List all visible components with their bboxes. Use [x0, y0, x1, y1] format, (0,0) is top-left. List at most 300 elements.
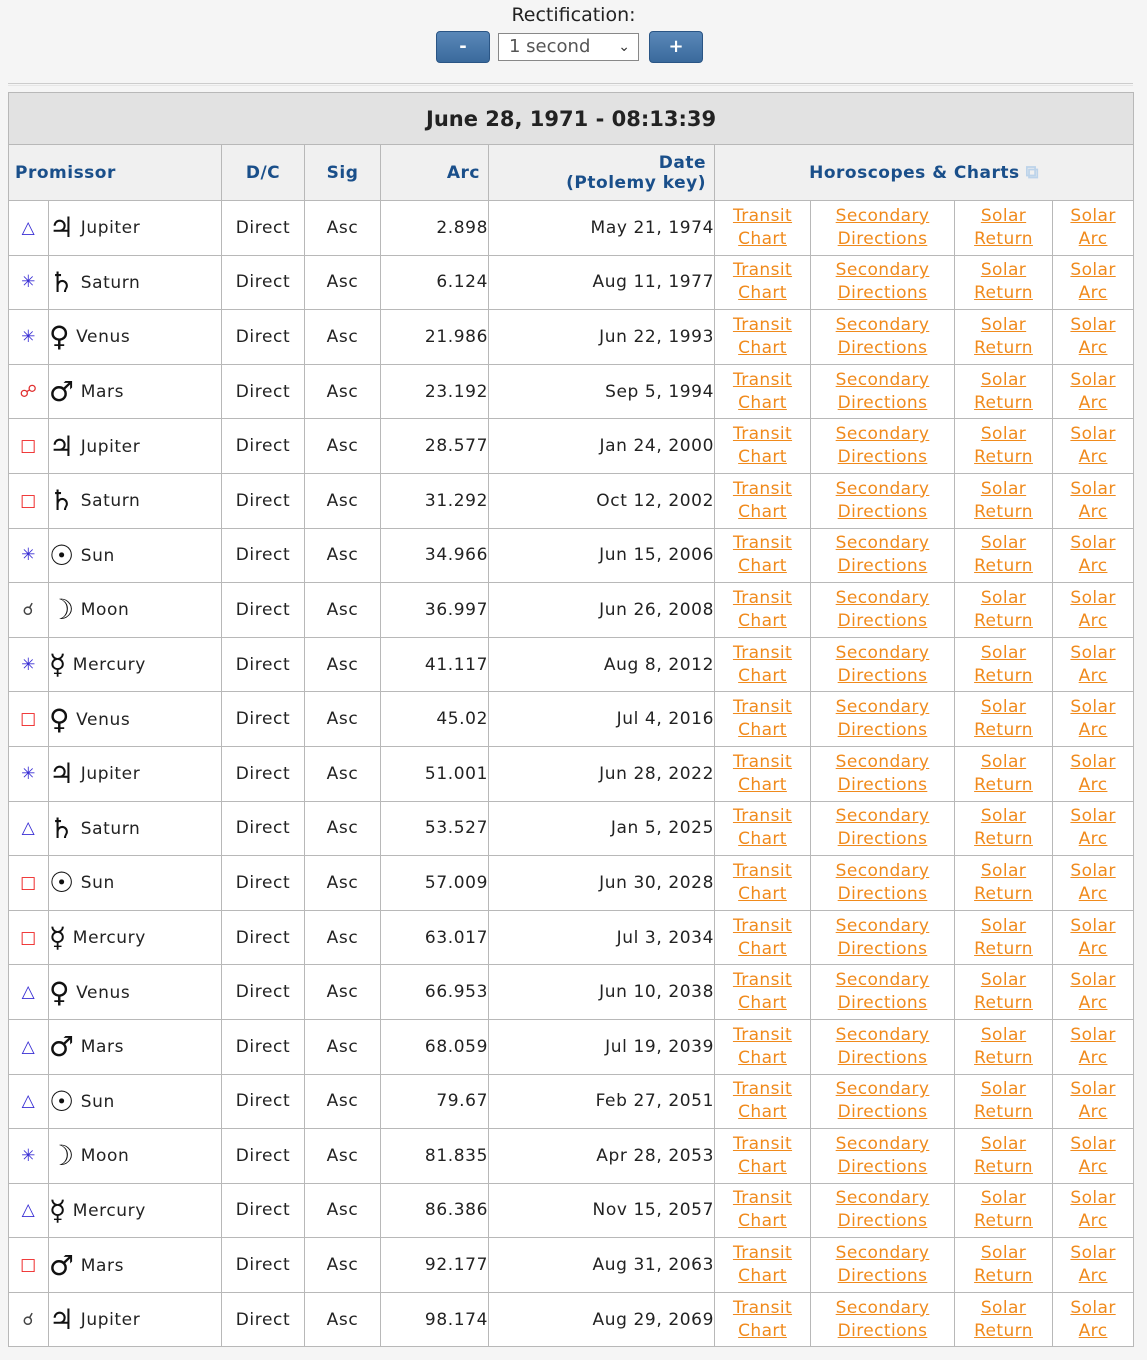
date-cell: Jul 3, 2034 — [489, 910, 715, 965]
transit-chart-cell — [715, 255, 811, 310]
sig-cell: Asc — [305, 364, 381, 419]
dc-cell: Direct — [222, 1019, 305, 1074]
date-cell: Jul 4, 2016 — [489, 692, 715, 747]
secondary-directions-cell — [811, 746, 955, 801]
solar-return-link[interactable]: Solar Return — [974, 1188, 1033, 1232]
solar-return-link[interactable]: Solar Return — [974, 642, 1033, 686]
secondary-directions-cell — [811, 637, 955, 692]
transit-chart-cell — [715, 801, 811, 856]
solar-arc-link[interactable]: Solar Arc — [1070, 1133, 1116, 1177]
table-row — [9, 910, 1134, 965]
dc-cell: Direct — [222, 310, 305, 365]
aspect-square-icon: □ — [9, 473, 49, 528]
solar-arc-link[interactable]: Solar Arc — [1070, 697, 1116, 741]
solar-return-cell — [955, 910, 1053, 965]
transit-chart-link[interactable]: Transit Chart — [732, 260, 793, 304]
arc-cell: 41.117 — [381, 637, 489, 692]
solar-arc-link[interactable]: Solar Arc — [1070, 478, 1116, 522]
sig-cell: Asc — [305, 473, 381, 528]
date-cell: Jun 28, 2022 — [489, 746, 715, 801]
sig-cell: Asc — [305, 637, 381, 692]
secondary-directions-link[interactable]: Secondary Directions — [835, 1133, 930, 1177]
sig-cell: Asc — [305, 583, 381, 638]
transit-chart-link[interactable]: Transit Chart — [732, 970, 793, 1014]
promissor-cell — [49, 1238, 222, 1293]
solar-return-link[interactable]: Solar Return — [974, 1133, 1033, 1177]
rectification-controls — [436, 31, 703, 63]
solar-return-link[interactable]: Solar Return — [974, 1079, 1033, 1123]
solar-arc-link[interactable]: Solar Arc — [1070, 314, 1116, 358]
planet-mars-icon: ♂ — [49, 1030, 75, 1064]
solar-arc-link[interactable]: Solar Arc — [1070, 587, 1116, 631]
secondary-directions-link[interactable]: Secondary Directions — [835, 1079, 930, 1123]
solar-arc-link[interactable]: Solar Arc — [1070, 205, 1116, 249]
planet-jupiter-icon: ♃ — [49, 1303, 75, 1337]
solar-return-link[interactable]: Solar Return — [974, 1243, 1033, 1287]
planet-mercury-icon: ☿ — [49, 648, 67, 682]
solar-return-cell — [955, 310, 1053, 365]
table-row — [9, 637, 1134, 692]
secondary-directions-link[interactable]: Secondary Directions — [835, 1297, 930, 1341]
solar-arc-cell — [1053, 1238, 1134, 1293]
solar-arc-cell — [1053, 310, 1134, 365]
date-cell: Aug 8, 2012 — [489, 637, 715, 692]
planet-name: Mars — [80, 1255, 125, 1276]
secondary-directions-link[interactable]: Secondary Directions — [835, 424, 930, 468]
planet-name: Mars — [80, 382, 125, 403]
secondary-directions-link[interactable]: Secondary Directions — [835, 751, 930, 795]
table-row — [9, 364, 1134, 419]
arc-cell: 21.986 — [381, 310, 489, 365]
aspect-conj-icon: ☌ — [9, 1292, 49, 1347]
planet-name: Venus — [76, 709, 131, 730]
secondary-directions-cell — [811, 856, 955, 911]
transit-chart-link[interactable]: Transit Chart — [732, 642, 793, 686]
solar-arc-cell — [1053, 910, 1134, 965]
dc-cell: Direct — [222, 801, 305, 856]
secondary-directions-cell — [811, 364, 955, 419]
solar-return-link[interactable]: Solar Return — [974, 533, 1033, 577]
solar-return-cell — [955, 1074, 1053, 1129]
planet-name: Mercury — [72, 655, 146, 676]
transit-chart-link[interactable]: Transit Chart — [732, 369, 793, 413]
solar-arc-link[interactable]: Solar Arc — [1070, 369, 1116, 413]
promissor-cell — [49, 692, 222, 747]
transit-chart-link[interactable]: Transit Chart — [732, 751, 793, 795]
dc-cell: Direct — [222, 965, 305, 1020]
transit-chart-cell — [715, 1292, 811, 1347]
table-row — [9, 1183, 1134, 1238]
solar-return-cell — [955, 801, 1053, 856]
arc-cell: 68.059 — [381, 1019, 489, 1074]
solar-return-cell — [955, 965, 1053, 1020]
date-cell: Aug 11, 1977 — [489, 255, 715, 310]
aspect-sextile-icon: ✳ — [9, 637, 49, 692]
secondary-directions-cell — [811, 528, 955, 583]
arc-cell: 92.177 — [381, 1238, 489, 1293]
transit-chart-link[interactable]: Transit Chart — [732, 806, 793, 850]
date-cell: Feb 27, 2051 — [489, 1074, 715, 1129]
table-row — [9, 528, 1134, 583]
dc-cell: Direct — [222, 746, 305, 801]
solar-arc-cell — [1053, 637, 1134, 692]
dc-cell: Direct — [222, 255, 305, 310]
transit-chart-cell — [715, 692, 811, 747]
solar-return-link[interactable]: Solar Return — [974, 751, 1033, 795]
chevron-down-icon: ⌄ — [618, 39, 630, 55]
transit-chart-link[interactable]: Transit Chart — [732, 533, 793, 577]
transit-chart-cell — [715, 419, 811, 474]
transit-chart-cell — [715, 1019, 811, 1074]
header-date-line1: Date — [658, 152, 706, 173]
secondary-directions-cell — [811, 801, 955, 856]
solar-return-cell — [955, 473, 1053, 528]
secondary-directions-cell — [811, 583, 955, 638]
solar-arc-link[interactable]: Solar Arc — [1070, 1024, 1116, 1068]
secondary-directions-link[interactable]: Secondary Directions — [835, 478, 930, 522]
solar-arc-link[interactable]: Solar Arc — [1070, 424, 1116, 468]
date-cell: Jan 5, 2025 — [489, 801, 715, 856]
arc-cell: 31.292 — [381, 473, 489, 528]
planet-name: Jupiter — [80, 436, 141, 457]
transit-chart-cell — [715, 1183, 811, 1238]
aspect-trine-icon: △ — [9, 1074, 49, 1129]
promissor-cell — [49, 1183, 222, 1238]
transit-chart-link[interactable]: Transit Chart — [732, 915, 793, 959]
date-cell: Aug 31, 2063 — [489, 1238, 715, 1293]
secondary-directions-cell — [811, 1019, 955, 1074]
planet-name: Venus — [76, 327, 131, 348]
secondary-directions-link[interactable]: Secondary Directions — [835, 642, 930, 686]
table-row — [9, 965, 1134, 1020]
transit-chart-cell — [715, 910, 811, 965]
promissor-cell — [49, 910, 222, 965]
sig-cell: Asc — [305, 201, 381, 256]
promissor-cell — [49, 364, 222, 419]
transit-chart-link[interactable]: Transit Chart — [732, 424, 793, 468]
solar-arc-cell — [1053, 364, 1134, 419]
planet-name: Mercury — [72, 928, 146, 949]
solar-arc-cell — [1053, 1292, 1134, 1347]
solar-arc-link[interactable]: Solar Arc — [1070, 1243, 1116, 1287]
solar-return-link[interactable]: Solar Return — [974, 1024, 1033, 1068]
solar-return-link[interactable]: Solar Return — [974, 369, 1033, 413]
secondary-directions-link[interactable]: Secondary Directions — [835, 970, 930, 1014]
arc-cell: 34.966 — [381, 528, 489, 583]
date-cell: Jun 22, 1993 — [489, 310, 715, 365]
solar-return-link[interactable]: Solar Return — [974, 424, 1033, 468]
planet-sun-icon: ☉ — [49, 866, 75, 900]
planet-name: Saturn — [80, 272, 141, 293]
sig-cell: Asc — [305, 965, 381, 1020]
solar-arc-link[interactable]: Solar Arc — [1070, 260, 1116, 304]
sig-cell: Asc — [305, 746, 381, 801]
arc-cell: 53.527 — [381, 801, 489, 856]
transit-chart-link[interactable]: Transit Chart — [732, 1243, 793, 1287]
table-row — [9, 692, 1134, 747]
transit-chart-cell — [715, 965, 811, 1020]
promissor-cell — [49, 637, 222, 692]
solar-return-cell — [955, 201, 1053, 256]
minus-button[interactable]: - — [436, 31, 490, 63]
planet-moon-icon: ☽ — [49, 593, 75, 627]
planet-name: Moon — [80, 600, 130, 621]
sig-cell: Asc — [305, 910, 381, 965]
arc-cell: 2.898 — [381, 201, 489, 256]
promissor-cell — [49, 528, 222, 583]
solar-arc-link[interactable]: Solar Arc — [1070, 915, 1116, 959]
transit-chart-cell — [715, 1074, 811, 1129]
secondary-directions-cell — [811, 1183, 955, 1238]
secondary-directions-link[interactable]: Secondary Directions — [835, 697, 930, 741]
solar-arc-cell — [1053, 583, 1134, 638]
arc-cell: 63.017 — [381, 910, 489, 965]
date-cell: Jun 10, 2038 — [489, 965, 715, 1020]
secondary-directions-cell — [811, 310, 955, 365]
arc-cell: 98.174 — [381, 1292, 489, 1347]
secondary-directions-link[interactable]: Secondary Directions — [835, 1188, 930, 1232]
transit-chart-cell — [715, 637, 811, 692]
secondary-directions-cell — [811, 965, 955, 1020]
transit-chart-link[interactable]: Transit Chart — [732, 587, 793, 631]
table-row — [9, 583, 1134, 638]
solar-arc-cell — [1053, 692, 1134, 747]
solar-arc-link[interactable]: Solar Arc — [1070, 860, 1116, 904]
sig-cell: Asc — [305, 1019, 381, 1074]
dc-cell: Direct — [222, 528, 305, 583]
table-row — [9, 255, 1134, 310]
transit-chart-cell — [715, 528, 811, 583]
header-charts-label: Horoscopes & Charts — [809, 163, 1020, 183]
dc-cell: Direct — [222, 910, 305, 965]
table-row — [9, 201, 1134, 256]
secondary-directions-cell — [811, 1292, 955, 1347]
date-cell: Jun 26, 2008 — [489, 583, 715, 638]
arc-cell: 66.953 — [381, 965, 489, 1020]
aspect-square-icon: □ — [9, 856, 49, 911]
header-sig[interactable]: Sig — [305, 145, 381, 201]
date-cell: Aug 29, 2069 — [489, 1292, 715, 1347]
dc-cell: Direct — [222, 692, 305, 747]
sig-cell: Asc — [305, 856, 381, 911]
secondary-directions-link[interactable]: Secondary Directions — [835, 806, 930, 850]
table-row — [9, 856, 1134, 911]
transit-chart-link[interactable]: Transit Chart — [732, 1133, 793, 1177]
secondary-directions-cell — [811, 1238, 955, 1293]
transit-chart-link[interactable]: Transit Chart — [732, 697, 793, 741]
solar-return-cell — [955, 1238, 1053, 1293]
solar-arc-cell — [1053, 856, 1134, 911]
table-row — [9, 801, 1134, 856]
secondary-directions-link[interactable]: Secondary Directions — [835, 314, 930, 358]
transit-chart-link[interactable]: Transit Chart — [732, 314, 793, 358]
planet-jupiter-icon: ♃ — [49, 211, 75, 245]
solar-arc-cell — [1053, 255, 1134, 310]
planet-jupiter-icon: ♃ — [49, 429, 75, 463]
solar-return-link[interactable]: Solar Return — [974, 260, 1033, 304]
planet-name: Jupiter — [80, 218, 141, 239]
transit-chart-link[interactable]: Transit Chart — [732, 1079, 793, 1123]
date-cell: Oct 12, 2002 — [489, 473, 715, 528]
planet-moon-icon: ☽ — [49, 1139, 75, 1173]
solar-arc-cell — [1053, 473, 1134, 528]
table-row — [9, 419, 1134, 474]
planet-mercury-icon: ☿ — [49, 1193, 67, 1227]
sig-cell: Asc — [305, 310, 381, 365]
secondary-directions-cell — [811, 1074, 955, 1129]
solar-return-link[interactable]: Solar Return — [974, 915, 1033, 959]
secondary-directions-link[interactable]: Secondary Directions — [835, 260, 930, 304]
secondary-directions-link[interactable]: Secondary Directions — [835, 369, 930, 413]
solar-return-link[interactable]: Solar Return — [974, 478, 1033, 522]
planet-name: Saturn — [80, 491, 141, 512]
arc-cell: 6.124 — [381, 255, 489, 310]
solar-arc-link[interactable]: Solar Arc — [1070, 1188, 1116, 1232]
solar-arc-cell — [1053, 1019, 1134, 1074]
secondary-directions-cell — [811, 692, 955, 747]
aspect-square-icon: □ — [9, 692, 49, 747]
transit-chart-link[interactable]: Transit Chart — [732, 1297, 793, 1341]
transit-chart-link[interactable]: Transit Chart — [732, 1024, 793, 1068]
solar-return-link[interactable]: Solar Return — [974, 860, 1033, 904]
planet-name: Jupiter — [80, 1310, 141, 1331]
solar-return-link[interactable]: Solar Return — [974, 697, 1033, 741]
date-cell: May 21, 1974 — [489, 201, 715, 256]
transit-chart-link[interactable]: Transit Chart — [732, 478, 793, 522]
planet-name: Mercury — [72, 1200, 146, 1221]
header-promissor[interactable]: Promissor — [9, 145, 222, 201]
sig-cell: Asc — [305, 1074, 381, 1129]
dc-cell: Direct — [222, 1129, 305, 1184]
transit-chart-link[interactable]: Transit Chart — [732, 1188, 793, 1232]
sig-cell: Asc — [305, 801, 381, 856]
secondary-directions-link[interactable]: Secondary Directions — [835, 1243, 930, 1287]
solar-return-cell — [955, 419, 1053, 474]
secondary-directions-link[interactable]: Secondary Directions — [835, 533, 930, 577]
external-link-icon[interactable]: ⧉ — [1025, 162, 1039, 183]
transit-chart-link[interactable]: Transit Chart — [732, 860, 793, 904]
header-date[interactable] — [489, 145, 715, 201]
solar-return-link[interactable]: Solar Return — [974, 806, 1033, 850]
planet-name: Saturn — [80, 818, 141, 839]
solar-return-link[interactable]: Solar Return — [974, 970, 1033, 1014]
sig-cell: Asc — [305, 1292, 381, 1347]
planet-mercury-icon: ☿ — [49, 921, 67, 955]
aspect-trine-icon: △ — [9, 965, 49, 1020]
aspect-sextile-icon: ✳ — [9, 1129, 49, 1184]
promissor-cell — [49, 801, 222, 856]
arc-cell: 57.009 — [381, 856, 489, 911]
solar-arc-link[interactable]: Solar Arc — [1070, 533, 1116, 577]
date-cell: Jun 15, 2006 — [489, 528, 715, 583]
rectification-label: Rectification: — [511, 4, 636, 26]
aspect-trine-icon: △ — [9, 201, 49, 256]
promissor-cell — [49, 310, 222, 365]
secondary-directions-link[interactable]: Secondary Directions — [835, 205, 930, 249]
dc-cell: Direct — [222, 1292, 305, 1347]
aspect-conj-icon: ☌ — [9, 583, 49, 638]
promissor-cell — [49, 583, 222, 638]
planet-venus-icon: ♀ — [49, 975, 71, 1009]
planet-jupiter-icon: ♃ — [49, 757, 75, 791]
plus-button[interactable]: + — [649, 31, 703, 63]
solar-return-link[interactable]: Solar Return — [974, 1297, 1033, 1341]
header-charts — [715, 145, 1134, 201]
promissor-cell — [49, 473, 222, 528]
solar-arc-cell — [1053, 1074, 1134, 1129]
planet-sun-icon: ☉ — [49, 538, 75, 572]
solar-arc-link[interactable]: Solar Arc — [1070, 642, 1116, 686]
solar-arc-link[interactable]: Solar Arc — [1070, 806, 1116, 850]
solar-return-cell — [955, 528, 1053, 583]
solar-arc-cell — [1053, 1183, 1134, 1238]
transit-chart-cell — [715, 583, 811, 638]
planet-venus-icon: ♀ — [49, 320, 71, 354]
planet-name: Mars — [80, 1037, 125, 1058]
planet-mars-icon: ♂ — [49, 375, 75, 409]
dc-cell: Direct — [222, 473, 305, 528]
aspect-opp-icon: ☍ — [9, 364, 49, 419]
aspect-trine-icon: △ — [9, 1019, 49, 1074]
dc-cell: Direct — [222, 1238, 305, 1293]
transit-chart-link[interactable]: Transit Chart — [732, 205, 793, 249]
secondary-directions-cell — [811, 201, 955, 256]
transit-chart-cell — [715, 1129, 811, 1184]
header-arc[interactable]: Arc — [381, 145, 489, 201]
step-select[interactable] — [498, 33, 639, 61]
solar-arc-link[interactable]: Solar Arc — [1070, 1079, 1116, 1123]
aspect-trine-icon: △ — [9, 801, 49, 856]
solar-return-cell — [955, 1292, 1053, 1347]
solar-return-link[interactable]: Solar Return — [974, 587, 1033, 631]
secondary-directions-link[interactable]: Secondary Directions — [835, 1024, 930, 1068]
solar-return-link[interactable]: Solar Return — [974, 205, 1033, 249]
solar-arc-link[interactable]: Solar Arc — [1070, 1297, 1116, 1341]
table-row — [9, 473, 1134, 528]
solar-arc-link[interactable]: Solar Arc — [1070, 970, 1116, 1014]
arc-cell: 45.02 — [381, 692, 489, 747]
header-date-line2: (Ptolemy key) — [566, 172, 706, 193]
sig-cell: Asc — [305, 255, 381, 310]
transit-chart-cell — [715, 310, 811, 365]
sig-cell: Asc — [305, 419, 381, 474]
solar-return-link[interactable]: Solar Return — [974, 314, 1033, 358]
transit-chart-cell — [715, 473, 811, 528]
secondary-directions-cell — [811, 910, 955, 965]
rectification-panel — [0, 0, 1147, 84]
solar-arc-cell — [1053, 201, 1134, 256]
sig-cell: Asc — [305, 1129, 381, 1184]
arc-cell: 36.997 — [381, 583, 489, 638]
header-dc[interactable]: D/C — [222, 145, 305, 201]
planet-name: Moon — [80, 1146, 130, 1167]
secondary-directions-link[interactable]: Secondary Directions — [835, 915, 930, 959]
date-cell: Jul 19, 2039 — [489, 1019, 715, 1074]
secondary-directions-cell — [811, 473, 955, 528]
table-row — [9, 746, 1134, 801]
solar-arc-link[interactable]: Solar Arc — [1070, 751, 1116, 795]
planet-sun-icon: ☉ — [49, 1084, 75, 1118]
promissor-cell — [49, 856, 222, 911]
secondary-directions-link[interactable]: Secondary Directions — [835, 587, 930, 631]
planet-name: Sun — [80, 873, 115, 894]
dc-cell: Direct — [222, 364, 305, 419]
solar-return-cell — [955, 856, 1053, 911]
secondary-directions-link[interactable]: Secondary Directions — [835, 860, 930, 904]
transit-chart-cell — [715, 364, 811, 419]
sig-cell: Asc — [305, 692, 381, 747]
secondary-directions-cell — [811, 255, 955, 310]
